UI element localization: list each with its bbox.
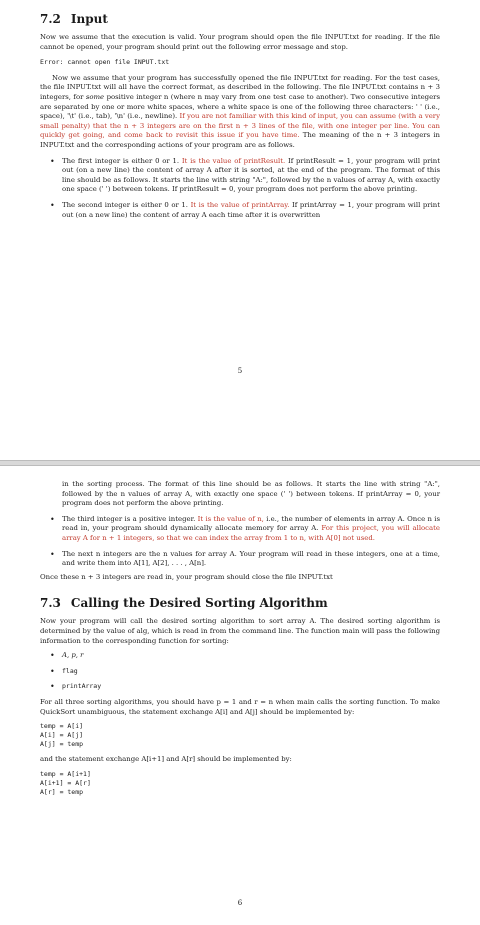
page-6-content <box>40 480 440 797</box>
input-bullet-list-cont <box>40 515 440 569</box>
paragraph-close-file: Once these n + 3 integers are read in, your program should close the file INPUT.txt <box>40 572 333 581</box>
list-item: • The next n integers are the n values for array A. Your program will read in these integers, one at a time, and write them into A[1], A[2], . . . , A[n]. <box>50 549 440 568</box>
code-line: A[i+1] = A[r] <box>40 778 91 787</box>
code-line: A[r] = temp <box>40 787 84 796</box>
code-line: temp = A[i+1] <box>40 769 91 778</box>
list-item: • flag <box>50 666 78 676</box>
paragraph-open-file: Now we assume that the execution is valid. Your program should open the file INPUT.txt for reading. If the file cannot be opened, your program should print out the following error message and stop. <box>40 33 440 51</box>
code-block-exchange-ir <box>40 770 440 797</box>
list-item: • printArray <box>50 682 102 692</box>
code-line: A[j] = temp <box>40 740 84 749</box>
page-5 <box>0 0 480 460</box>
section-heading-input <box>40 12 440 26</box>
page-6 <box>0 466 480 925</box>
section-heading-calling <box>40 596 440 610</box>
code-line: temp = A[i] <box>40 722 84 731</box>
paragraph-exchange: For all three sorting algorithms, you should have p = 1 and r = n when main calls the sorting function. To make QuickSort unambiguous, the statement exchange A[i] and A[j] should be implemented by: <box>40 697 440 716</box>
code-line: A[i] = A[j] <box>40 731 84 740</box>
list-item: • The third integer is a positive integer. It is the value of n, i.e., the number of elements in array A. Once n is read in, your program should dynamically allocate memory for array A. For this project, you will allocate array A for n + 1 integers, so that we can index the array from 1 to n, with A[0] not used. <box>50 514 440 542</box>
section-title: Calling the Desired Sorting Algorithm <box>70 596 328 611</box>
paragraph-calling: Now your program will call the desired sorting algorithm to sort array A. The desired sorting algorithm is determined by the value of alg, which is read in from the command line. The function main will pass the following information to the corresponding function for sorting: <box>40 617 440 645</box>
paragraph-exchange-2: and the statement exchange A[i+1] and A[r] should be implemented by: <box>40 755 292 764</box>
page-5-content <box>40 12 440 220</box>
page-number: 6 <box>237 899 243 907</box>
list-item: • The second integer is either 0 or 1. It is the value of printArray. If printArray = 1, your program will print out (on a new line) the content of array A each time after it is overwritten <box>50 200 440 219</box>
page-number: 5 <box>237 367 243 375</box>
error-message: Error: cannot open file INPUT.txt <box>40 58 170 67</box>
paragraph-input-format: Now we assume that your program has successfully opened the file INPUT.txt for reading. For the test cases, the file INPUT.txt will all have the correct format, as described in the following. The file INPUT.txt contains n + 3 integers, for some positive integer n (where n may vary from one test case to another). Two consecutive integers are separated by one or more white spaces, where a white space is one of the following three characters: ' ' (i.e., space), '\t' (i.e., tab), '\n' (i.e., newline). If you are not familiar with this kind of input, you can assume (with a very small penalty) that the n + 3 integers are on the first n + 3 lines of the file, with one integer per line. You can quickly get going, and come back to revisit this issue if you have time. The meaning of the n + 3 integers in INPUT.txt and the corresponding actions of your program are as follows. <box>40 73 440 149</box>
section-number: 7.2 <box>40 12 61 26</box>
continued-bullet-text: in the sorting process. The format of this line should be as follows. It starts the line with string "A:", followed by the n values of array A, with exactly one space (' ') between tokens. If printArray = 0, your program does not perform the above printing. <box>62 480 440 508</box>
section-number: 7.3 <box>40 596 61 611</box>
list-item: • The first integer is either 0 or 1. It is the value of printResult. If printResult = 1, your program will print out (on a new line) the content of array A after it is sorted, at the end of the program. The format of this line should be as follows. It starts the line with string "A:", followed by the n values of array A, with exactly one space (' ') between tokens. If printResult = 0, your program does not perform the above printing. <box>50 156 440 194</box>
parameter-list <box>40 651 440 692</box>
list-item: • A, p, r <box>50 651 84 661</box>
input-bullet-list <box>40 157 440 221</box>
section-title: Input <box>70 12 108 26</box>
code-block-exchange-ij <box>40 722 440 749</box>
